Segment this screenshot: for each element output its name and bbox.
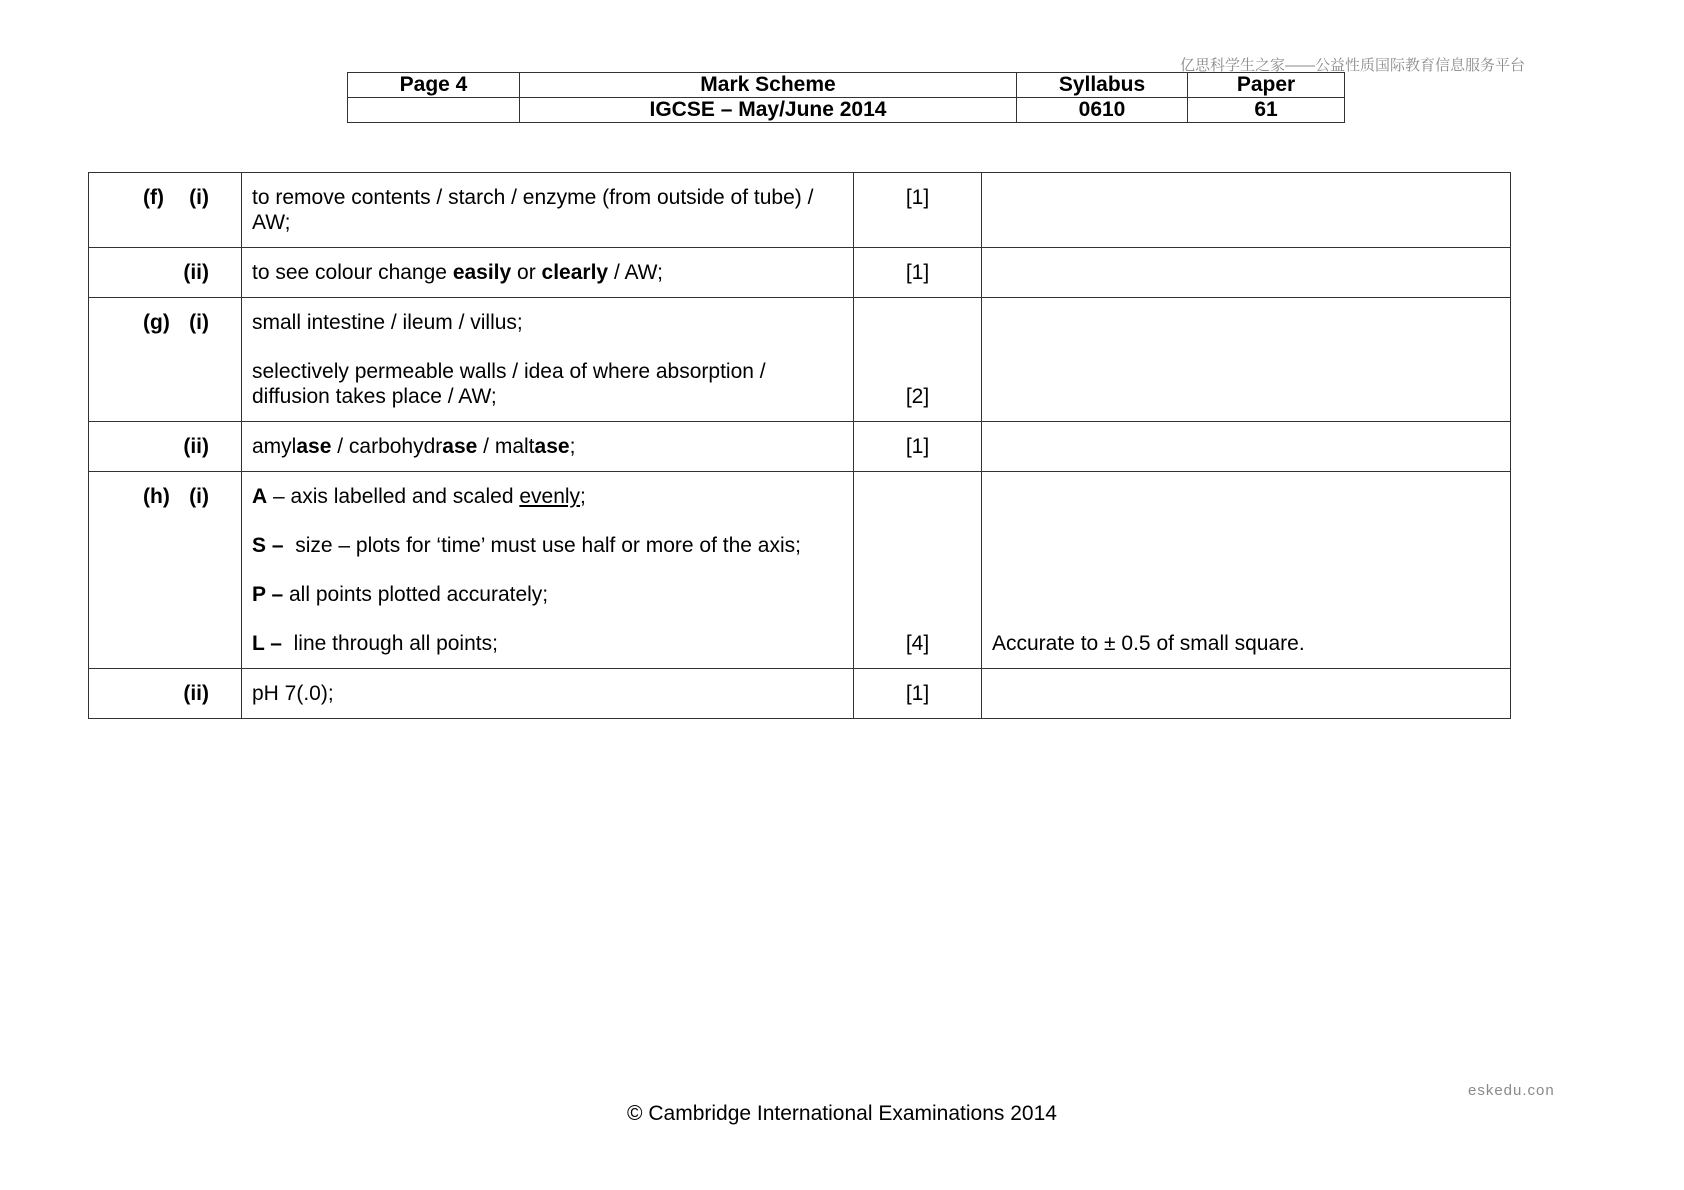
- guidance-cell: Accurate to ± 0.5 of small square.: [982, 472, 1511, 669]
- table-row: [89, 248, 1511, 298]
- question-sub: (ii): [183, 435, 209, 458]
- mark-cell: [1]: [854, 669, 982, 719]
- table-row: [89, 173, 1511, 248]
- answer-cell: amylase / carbohydrase / maltase;: [242, 422, 854, 472]
- answer-cell: to remove contents / starch / enzyme (from outside of tube) / AW;: [242, 173, 854, 248]
- answer-cell: A – axis labelled and scaled evenly; S – size – plots for ‘time’ must use half or more of the axis; P – all points plotted accurately; L – line through all points;: [242, 472, 854, 669]
- answer-cell: to see colour change easily or clearly / AW;: [242, 248, 854, 298]
- question-sub: (ii): [183, 261, 209, 284]
- header-table: [347, 72, 1345, 123]
- mark-cell: [1]: [854, 248, 982, 298]
- table-row: [89, 298, 1511, 422]
- question-sub: (i): [189, 186, 209, 209]
- mark-cell: [1]: [854, 422, 982, 472]
- question-part: (h): [143, 485, 170, 508]
- mark-cell: [2]: [854, 298, 982, 422]
- guidance-cell: [982, 298, 1511, 422]
- header-paper-number: 61: [1188, 98, 1345, 123]
- guidance-cell: [982, 422, 1511, 472]
- mark-cell: [1]: [854, 173, 982, 248]
- header-exam: IGCSE – May/June 2014: [520, 98, 1017, 123]
- question-sub: (ii): [183, 682, 209, 705]
- mark-scheme-table: [88, 172, 1511, 719]
- table-row: [89, 669, 1511, 719]
- copyright-footer: © Cambridge International Examinations 2014: [627, 1102, 1057, 1125]
- watermark-top: 亿思科学生之家——公益性质国际教育信息服务平台: [1180, 57, 1526, 74]
- question-part: (f): [143, 186, 164, 209]
- table-row: [89, 422, 1511, 472]
- answer-cell: small intestine / ileum / villus; selectively permeable walls / idea of where absorption / diffusion takes place / AW;: [242, 298, 854, 422]
- header-paper-label: Paper: [1188, 73, 1345, 98]
- guidance-cell: [982, 669, 1511, 719]
- question-part: (g): [143, 311, 170, 334]
- header-syllabus-code: 0610: [1017, 98, 1188, 123]
- header-syllabus-label: Syllabus: [1017, 73, 1188, 98]
- answer-cell: pH 7(.0);: [242, 669, 854, 719]
- header-page: Page 4: [348, 73, 520, 98]
- question-sub: (i): [189, 485, 209, 508]
- mark-cell: [4]: [854, 472, 982, 669]
- guidance-cell: [982, 248, 1511, 298]
- watermark-bottom: eskedu.con: [1468, 1082, 1555, 1099]
- guidance-cell: [982, 173, 1511, 248]
- question-sub: (i): [189, 311, 209, 334]
- header-empty: [348, 98, 520, 123]
- table-row: [89, 472, 1511, 669]
- header-title: Mark Scheme: [520, 73, 1017, 98]
